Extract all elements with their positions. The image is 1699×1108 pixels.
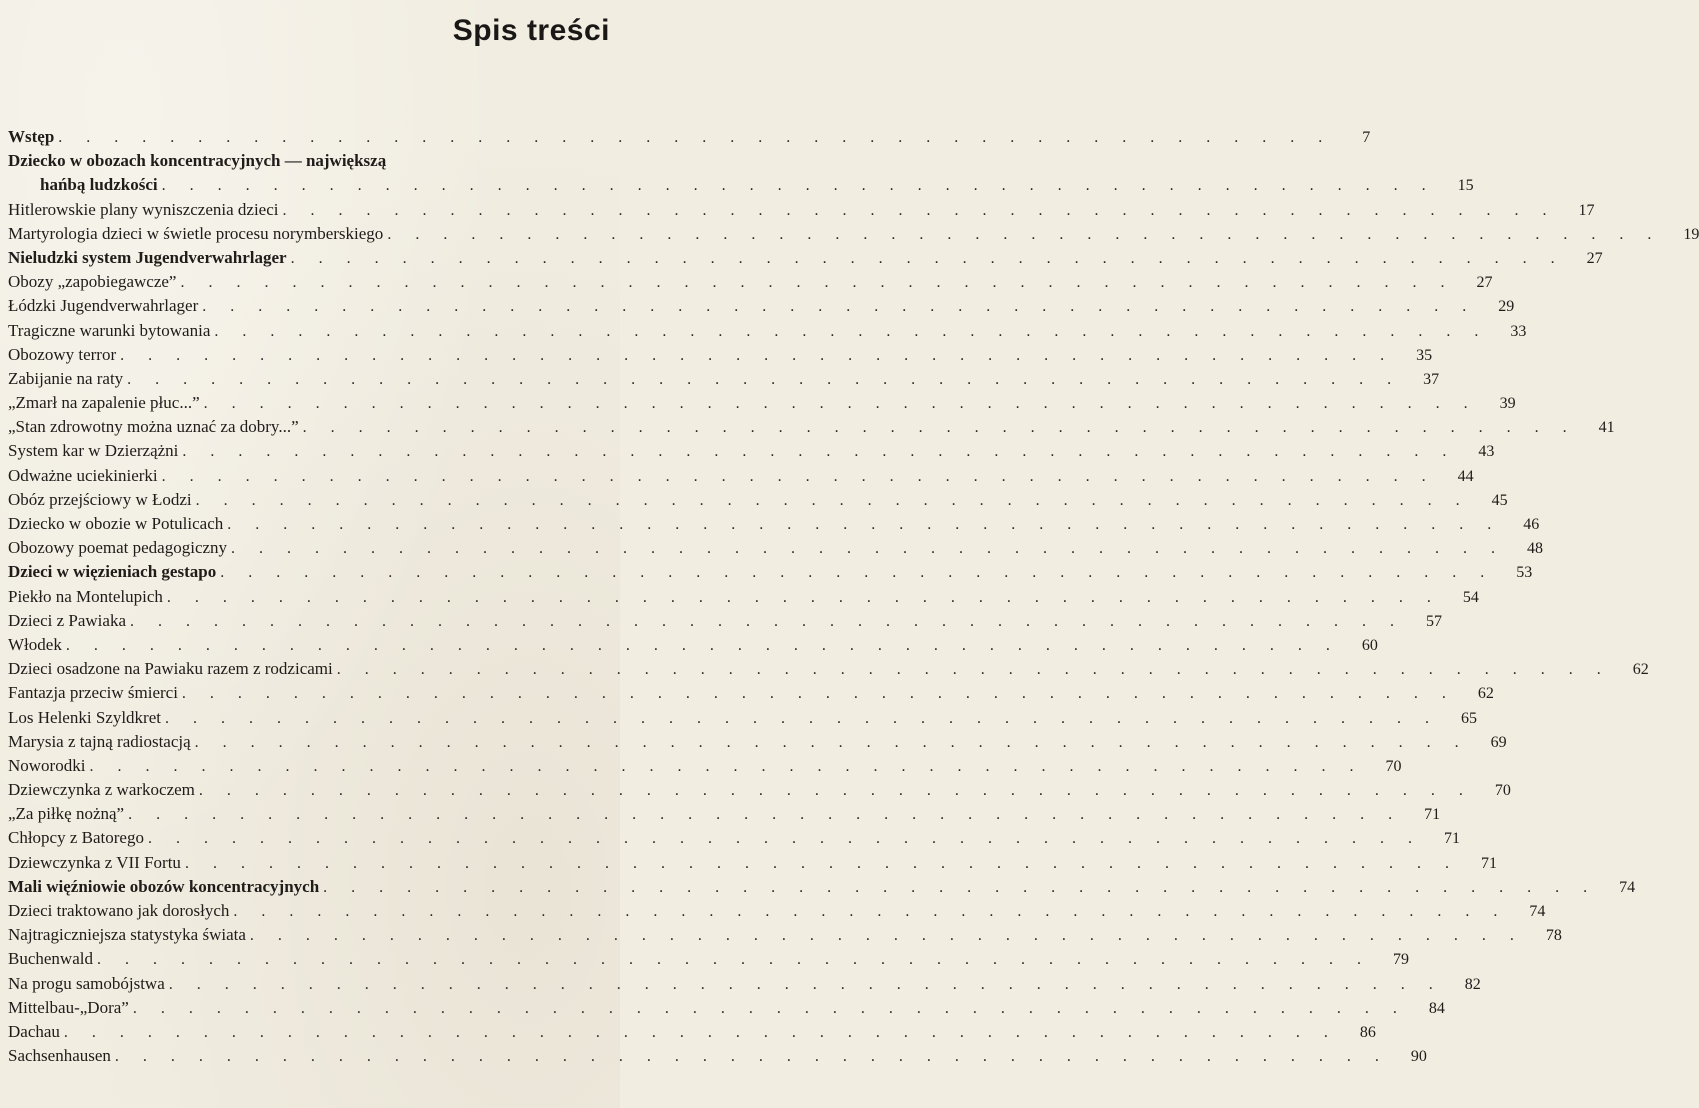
toc-entry xyxy=(8,512,1540,536)
toc-entry-page-number: 54 xyxy=(1462,588,1479,606)
toc-entry xyxy=(8,439,1495,463)
dot-leader: . . . . . . . . . . . . . . . . . . . . . . . . . . . . . . . . . . . . . . . . . . . . . . xyxy=(161,177,1436,195)
toc-entry xyxy=(8,125,1371,149)
toc-entry-title: Dzieci traktowano jak dorosłych xyxy=(8,901,230,921)
toc-entry-page-number: 37 xyxy=(1423,370,1440,388)
toc-entry-page-number: 62 xyxy=(1632,661,1649,679)
toc-entry-title: Sachsenhausen xyxy=(8,1046,111,1066)
dot-leader: . . . . . . . . . . . . . . . . . . . . . . . . . . . . . . . . . . . . . . . . . . . . . . xyxy=(96,951,1371,969)
toc-entry-page-number: 74 xyxy=(1529,903,1546,921)
toc-entry xyxy=(8,149,1474,197)
toc-entry-page-number: 57 xyxy=(1426,612,1442,630)
toc-entry-page-number: 71 xyxy=(1443,830,1460,848)
toc-entry-title: „Stan zdrowotny można uznać za dobry...” xyxy=(8,417,299,437)
toc-entry-title: „Za piłkę nożną” xyxy=(8,804,125,824)
toc-entry-title: Obozowy poemat pedagogiczny xyxy=(8,538,228,558)
toc-entry-title: Dzieci z Pawiaka xyxy=(8,610,126,630)
toc-entry-page-number: 39 xyxy=(1499,395,1516,413)
page-title: Spis treści xyxy=(452,14,610,47)
toc-entry-title: Dziewczynka z VII Fortu xyxy=(8,852,181,872)
toc-entry xyxy=(8,826,1460,850)
toc-entry-page-number: 70 xyxy=(1494,782,1511,800)
toc-entry-page-number: 71 xyxy=(1480,854,1497,872)
dot-leader: . . . . . . . . . . . . . . . . . . . . . . . . . . . . . . . . . . . . . . . . . . . . . . xyxy=(89,757,1364,775)
toc-entry-page-number: 27 xyxy=(1586,249,1603,267)
toc-entry xyxy=(8,560,1533,584)
toc-entry-title: Tragiczne warunki bytowania xyxy=(8,320,211,340)
toc-entry xyxy=(8,319,1527,343)
dot-leader: . . . . . . . . . . . . . . . . . . . . . . . . . . . . . . . . . . . . . . . . . . . . . . xyxy=(227,516,1502,534)
toc-entry-title: Fantazja przeciw śmierci xyxy=(8,683,178,703)
toc-entry-title: Obóz przejściowy w Łodzi xyxy=(8,489,192,509)
toc-entry xyxy=(8,343,1433,367)
dot-leader: . . . . . . . . . . . . . . . . . . . . . . . . . . . . . . . . . . . . . . . . . . . . . . xyxy=(128,806,1403,824)
toc-entry xyxy=(8,730,1507,754)
toc-entry xyxy=(8,923,1562,947)
toc-entry xyxy=(8,464,1474,488)
toc-entry xyxy=(8,633,1378,657)
toc-entry-page-number: 65 xyxy=(1460,709,1477,727)
toc-entry-title: „Zmarł na zapalenie płuc...” xyxy=(8,393,200,413)
toc-entry-page-number: 86 xyxy=(1359,1023,1376,1041)
toc-entry xyxy=(8,246,1603,270)
toc-entry-page-number: 46 xyxy=(1523,516,1540,534)
toc-entry-title: Odważne uciekinierki xyxy=(8,465,158,485)
dot-leader: . . . . . . . . . . . . . . . . . . . . . . . . . . . . . . . . . . . . . . . . . . . . . . xyxy=(302,419,1577,437)
toc-entry-page-number: 79 xyxy=(1392,951,1409,969)
toc-entry-page-number: 69 xyxy=(1490,733,1507,751)
toc-entry-title: Dziecko w obozach koncentracyjnych — największą xyxy=(8,151,387,171)
toc-entry-page-number: 33 xyxy=(1510,322,1527,340)
dot-leader: . . . . . . . . . . . . . . . . . . . . . . . . . . . . . . . . . . . . . . . . . . . . . . xyxy=(231,540,1506,558)
toc-entry xyxy=(8,270,1493,294)
toc-entry-title: Dzieci osadzone na Pawiaku razem z rodzicami xyxy=(8,659,333,679)
toc-entry-page-number: 27 xyxy=(1476,274,1493,292)
dot-leader: . . . . . . . . . . . . . . . . . . . . . . . . . . . . . . . . . . . . . . . . . . . . . . xyxy=(58,129,1333,146)
toc-entry-page-number: 44 xyxy=(1457,467,1474,485)
toc-entry-title: Los Helenki Szyldkret xyxy=(8,707,161,727)
dot-leader: . . . . . . . . . . . . . . . . . . . . . . . . . . . . . . . . . . . . . . . . . . . . . . xyxy=(130,612,1404,630)
toc-entry-page-number: 71 xyxy=(1424,806,1441,824)
toc-entry xyxy=(8,1044,1427,1068)
toc-entry-page-number: 35 xyxy=(1416,346,1433,364)
table-of-contents xyxy=(8,125,1699,1068)
toc-entry xyxy=(8,488,1508,512)
toc-entry xyxy=(8,851,1497,875)
toc-entry-title: Dziewczynka z warkoczem xyxy=(8,780,195,800)
dot-leader: . . . . . . . . . . . . . . . . . . . . . . . . . . . . . . . . . . . . . . . . . . . . . . xyxy=(147,830,1422,848)
toc-entry xyxy=(8,996,1445,1020)
dot-leader: . . . . . . . . . . . . . . . . . . . . . . . . . . . . . . . . . . . . . . . . . . . . . . xyxy=(195,491,1470,509)
dot-leader: . . . . . . . . . . . . . . . . . . . . . . . . . . . . . . . . . . . . . . . . . . . . . . xyxy=(214,322,1489,340)
toc-entry-title: Mittelbau-„Dora” xyxy=(8,997,129,1017)
toc-entry xyxy=(8,536,1544,560)
toc-entry xyxy=(8,1020,1376,1044)
dot-leader: . . . . . . . . . . . . . . . . . . . . . . . . . . . . . . . . . . . . . . . . . . . . . . xyxy=(203,395,1478,413)
toc-entry xyxy=(8,972,1481,996)
toc-entry-title: Nieludzki system Jugendverwahrlager xyxy=(8,247,287,267)
toc-entry xyxy=(8,198,1595,222)
dot-leader: . . . . . . . . . . . . . . . . . . . . . . . . . . . . . . . . . . . . . . . . . . . . . . xyxy=(387,225,1662,243)
dot-leader: . . . . . . . . . . . . . . . . . . . . . . . . . . . . . . . . . . . . . . . . . . . . . . xyxy=(282,201,1557,219)
toc-entry xyxy=(8,222,1699,246)
toc-entry-title: Na progu samobójstwa xyxy=(8,973,165,993)
toc-entry-title: System kar w Dzierzążni xyxy=(8,441,179,461)
toc-entry xyxy=(8,609,1442,633)
toc-entry-page-number: 82 xyxy=(1464,975,1481,993)
toc-entry xyxy=(8,294,1515,318)
toc-entry-title: Dziecko w obozie w Potulicach xyxy=(8,514,224,534)
dot-leader: . . . . . . . . . . . . . . . . . . . . . . . . . . . . . . . . . . . . . . . . . . . . . . xyxy=(323,878,1598,896)
toc-entry-page-number: 41 xyxy=(1598,419,1615,437)
toc-entry xyxy=(8,899,1546,923)
toc-entry xyxy=(8,706,1477,730)
toc-entry-title: Hitlerowskie plany wyniszczenia dzieci xyxy=(8,199,279,219)
toc-entry-title: Dzieci w więzieniach gestapo xyxy=(8,562,217,582)
dot-leader: . . . . . . . . . . . . . . . . . . . . . . . . . . . . . . . . . . . . . . . . . . . . . . xyxy=(120,346,1395,364)
toc-entry-title: Obozy „zapobiegawcze” xyxy=(8,272,177,292)
toc-entry-page-number: 90 xyxy=(1410,1048,1427,1066)
toc-entry-page-number: 53 xyxy=(1516,564,1533,582)
dot-leader: . . . . . . . . . . . . . . . . . . . . . . . . . . . . . . . . . . . . . . . . . . . . . . xyxy=(166,588,1441,606)
toc-entry-page-number: 7 xyxy=(1362,129,1371,146)
toc-entry xyxy=(8,754,1402,778)
toc-entry xyxy=(8,367,1440,391)
toc-entry-title: Chłopcy z Batorego xyxy=(8,828,144,848)
dot-leader: . . . . . . . . . . . . . . . . . . . . . . . . . . . . . . . . . . . . . . . . . . . . . . xyxy=(65,636,1340,654)
toc-entry-title: Najtragiczniejsza statystyka świata xyxy=(8,925,246,945)
toc-entry xyxy=(8,778,1511,802)
toc-entry-page-number: 29 xyxy=(1498,298,1515,316)
toc-entry-page-number: 74 xyxy=(1619,878,1636,896)
toc-entry-page-number: 78 xyxy=(1545,927,1562,945)
dot-leader: . . . . . . . . . . . . . . . . . . . . . . . . . . . . . . . . . . . . . . . . . . . . . . xyxy=(63,1023,1338,1041)
toc-entry-title: Łódzki Jugendverwahrlager xyxy=(8,296,199,316)
dot-leader: . . . . . . . . . . . . . . . . . . . . . . . . . . . . . . . . . . . . . . . . . . . . . . xyxy=(168,975,1443,993)
dot-leader: . . . . . . . . . . . . . . . . . . . . . . . . . . . . . . . . . . . . . . . . . . . . . . xyxy=(161,467,1436,485)
toc-entry-page-number: 70 xyxy=(1385,757,1402,775)
dot-leader: . . . . . . . . . . . . . . . . . . . . . . . . . . . . . . . . . . . . . . . . . . . . . . xyxy=(336,661,1611,679)
dot-leader: . . . . . . . . . . . . . . . . . . . . . . . . . . . . . . . . . . . . . . . . . . . . . . xyxy=(198,782,1473,800)
toc-entry-title: Dachau xyxy=(8,1021,60,1041)
toc-entry xyxy=(8,657,1649,681)
dot-leader: . . . . . . . . . . . . . . . . . . . . . . . . . . . . . . . . . . . . . . . . . . . . . . xyxy=(182,443,1457,461)
toc-entry-title: Włodek xyxy=(8,634,62,654)
dot-leader: . . . . . . . . . . . . . . . . . . . . . . . . . . . . . . . . . . . . . . . . . . . . . . xyxy=(233,903,1508,921)
toc-entry-title: Mali więźniowie obozów koncentracyjnych xyxy=(8,876,320,896)
dot-leader: . . . . . . . . . . . . . . . . . . . . . . . . . . . . . . . . . . . . . . . . . . . . . . xyxy=(194,733,1469,751)
toc-entry-title: Obozowy terror xyxy=(8,344,117,364)
dot-leader: . . . . . . . . . . . . . . . . . . . . . . . . . . . . . . . . . . . . . . . . . . . . . . xyxy=(249,927,1524,945)
dot-leader: . . . . . . . . . . . . . . . . . . . . . . . . . . . . . . . . . . . . . . . . . . . . . . xyxy=(180,274,1455,292)
dot-leader: . . . . . . . . . . . . . . . . . . . . . . . . . . . . . . . . . . . . . . . . . . . . . . xyxy=(202,298,1477,316)
toc-entry-title: Noworodki xyxy=(8,755,86,775)
toc-entry xyxy=(8,875,1636,899)
toc-entry-page-number: 60 xyxy=(1361,636,1378,654)
toc-entry-page-number: 43 xyxy=(1478,443,1495,461)
toc-entry xyxy=(8,415,1615,439)
toc-entry-title-continued: hańbą ludzkości xyxy=(40,175,158,195)
toc-entry-page-number: 15 xyxy=(1457,177,1474,195)
dot-leader: . . . . . . . . . . . . . . . . . . . . . . . . . . . . . . . . . . . . . . . . . . . . . . xyxy=(164,709,1439,727)
dot-leader: . . . . . . . . . . . . . . . . . . . . . . . . . . . . . . . . . . . . . . . . . . . . . . xyxy=(181,685,1456,703)
toc-entry-page-number: 45 xyxy=(1491,491,1508,509)
toc-entry-title: Wstęp xyxy=(8,127,55,146)
toc-entry xyxy=(8,585,1479,609)
toc-entry-page-number: 62 xyxy=(1477,685,1494,703)
toc-entry-title: Zabijanie na raty xyxy=(8,368,124,388)
toc-entry-title: Buchenwald xyxy=(8,949,93,969)
dot-leader: . . . . . . . . . . . . . . . . . . . . . . . . . . . . . . . . . . . . . . . . . . . . . . xyxy=(114,1048,1389,1066)
toc-entry-title: Martyrologia dzieci w świetle procesu norymberskiego xyxy=(8,223,384,243)
dot-leader: . . . . . . . . . . . . . . . . . . . . . . . . . . . . . . . . . . . . . . . . . . . . . . xyxy=(220,564,1495,582)
dot-leader: . . . . . . . . . . . . . . . . . . . . . . . . . . . . . . . . . . . . . . . . . . . . . . xyxy=(184,854,1459,872)
toc-entry-page-number: 48 xyxy=(1527,540,1544,558)
toc-entry xyxy=(8,391,1516,415)
toc-entry-title: Piekło na Montelupich xyxy=(8,586,163,606)
dot-leader: . . . . . . . . . . . . . . . . . . . . . . . . . . . . . . . . . . . . . . . . . . . . . . xyxy=(127,370,1402,388)
dot-leader: . . . . . . . . . . . . . . . . . . . . . . . . . . . . . . . . . . . . . . . . . . . . . . xyxy=(132,999,1407,1017)
dot-leader: . . . . . . . . . . . . . . . . . . . . . . . . . . . . . . . . . . . . . . . . . . . . . . xyxy=(290,249,1565,267)
toc-entry xyxy=(8,947,1409,971)
toc-entry-title: Marysia z tajną radiostacją xyxy=(8,731,191,751)
toc-entry-page-number: 17 xyxy=(1578,201,1595,219)
toc-entry xyxy=(8,802,1441,826)
toc-entry-page-number: 19 xyxy=(1683,225,1699,243)
toc-entry-page-number: 84 xyxy=(1428,999,1445,1017)
toc-entry xyxy=(8,681,1494,705)
